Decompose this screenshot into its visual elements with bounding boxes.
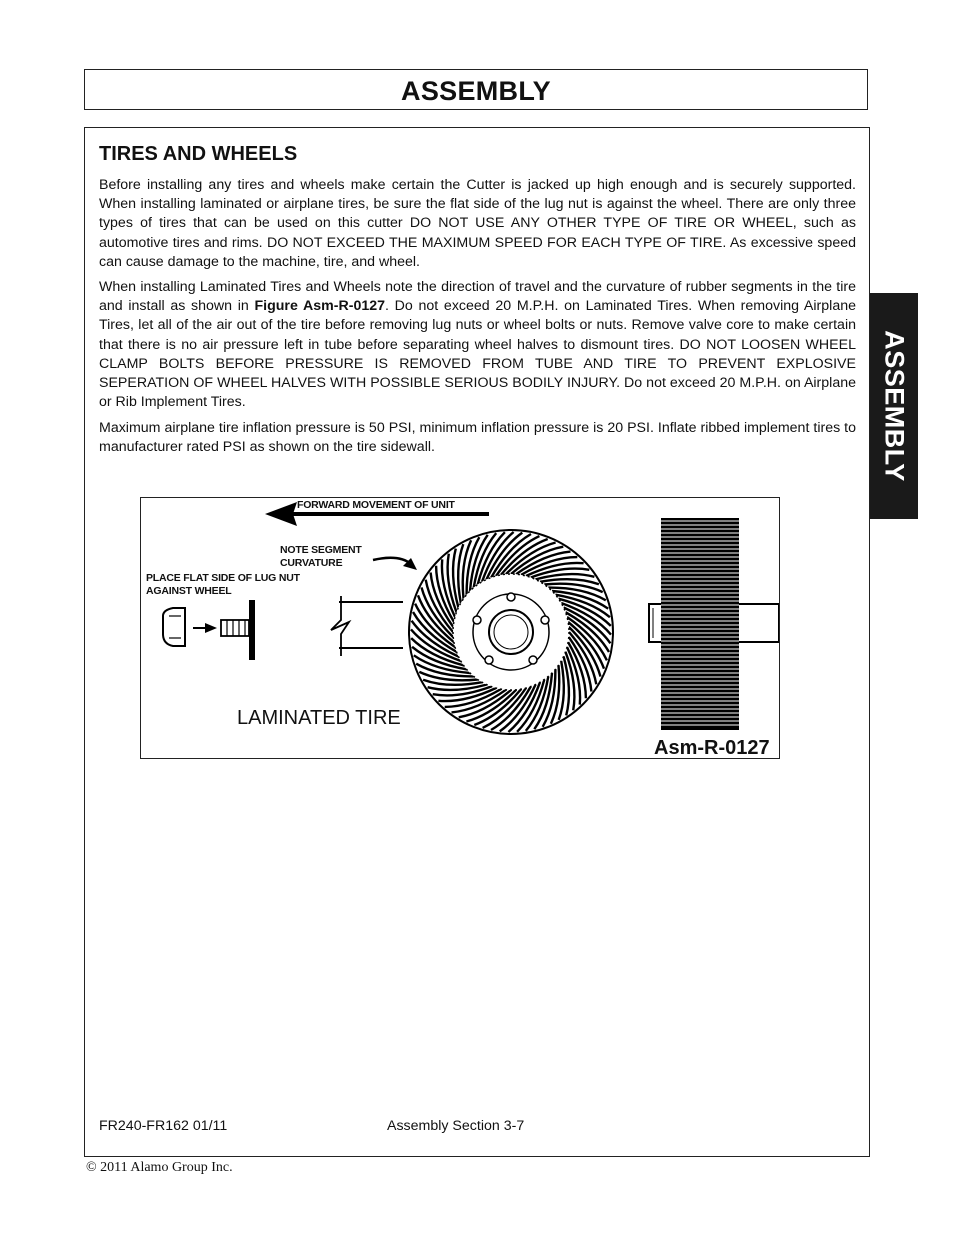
note-segment-label: NOTE SEGMENT CURVATURE: [280, 544, 362, 569]
laminated-tire-edge-view: [661, 518, 739, 730]
figure-laminated-tire: [140, 497, 780, 759]
page-header-title: ASSEMBLY: [401, 76, 551, 106]
main-content-box: [84, 127, 870, 1157]
laminated-tire-label: LAMINATED TIRE: [237, 707, 401, 729]
section-title: TIRES AND WHEELS: [99, 143, 298, 165]
wheel-stud-icon: [221, 600, 255, 660]
flat-side-label: PLACE FLAT SIDE OF LUG NUT AGAINST WHEEL: [146, 572, 300, 597]
figure-reference: Figure Asm-R-0127: [254, 298, 386, 315]
wheel-hub: [453, 574, 569, 690]
paragraph-installation: [99, 278, 856, 412]
paragraph-installation-part2: . Do not exceed 20 M.P.H. on Laminated Tires. When removing Airplane Tires, let all of the air out of the tire before removing lug nuts or wheel bolts or nuts. Remove valve core to make certain that there is no air pressure left in tube before separating wheel halves to dismount tires. DO NOT LOOSEN WHEEL CLAMP BOLTS BEFORE PRESSURE IS REMOVED FROM TUBE AND TIRE TO PREVENT EXPLOSIVE SEPERATION OF WHEEL HALVES WITH POSSIBLE SERIOUS BODILY INJURY. Do not exceed 20 M.P.H. on Airplane or Rib Implement Tires.: [99, 298, 856, 411]
paragraph-installation-part1: When installing Laminated Tires and Wheels note the direction of travel and the curvature of rubber segments in the tire and install as shown in: [99, 279, 856, 315]
paragraph-intro: Before installing any tires and wheels make certain the Cutter is jacked up high enough and is securely supported. When installing laminated or airplane tires, be sure the flat side of the lug nut is against the wheel. There are only three types of tires that can be used on this cutter DO NOT USE ANY OTHER TYPE OF TIRE OR WHEEL, such as automotive tires and rims. DO NOT EXCEED THE MAXIMUM SPEED FOR EACH TYPE OF TIRE. As excessive speed can cause damage to the machine, tire, and wheel.: [99, 177, 856, 270]
side-tab: [869, 293, 918, 519]
section-break-lines: [331, 596, 403, 656]
side-tab-label: ASSEMBLY: [879, 330, 909, 482]
footer-section: Assembly Section 3-7: [387, 1118, 525, 1134]
figure-code: Asm-R-0127: [654, 737, 770, 759]
lug-nut-icon: [163, 608, 217, 646]
forward-movement-label: FORWARD MOVEMENT OF UNIT: [297, 499, 455, 511]
copyright: © 2011 Alamo Group Inc.: [86, 1160, 233, 1175]
header-box: [84, 69, 868, 110]
footer-model: FR240-FR162 01/11: [99, 1118, 228, 1134]
paragraph-pressure: Maximum airplane tire inflation pressure is 50 PSI, minimum inflation pressure is 20 PSI. Inflate ribbed implement tires to manufacturer rated PSI as shown on the tire sidewall.: [99, 420, 856, 456]
